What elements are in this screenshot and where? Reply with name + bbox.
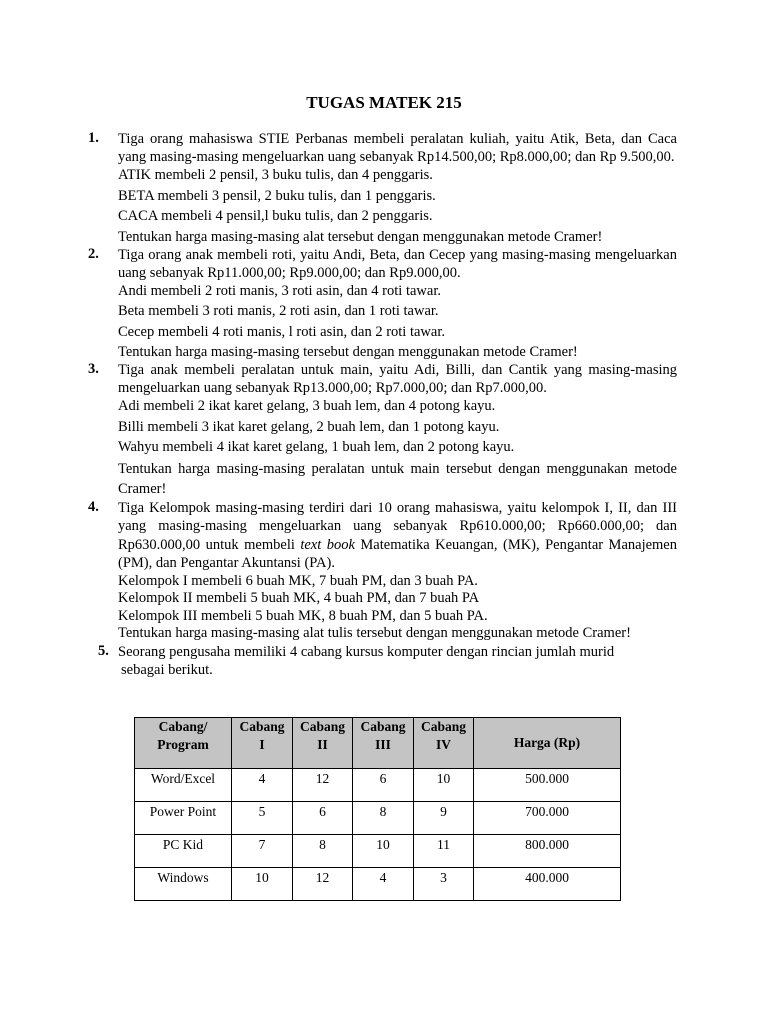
table-header-cell [474, 718, 621, 769]
problem-2 [88, 245, 677, 362]
branch-table [134, 717, 621, 901]
header-text: III [375, 737, 391, 752]
problem-intro [118, 499, 677, 573]
problem-line: BETA membeli 3 pensil, 2 buku tulis, dan 1 penggaris. [118, 187, 436, 204]
table-cell: PC Kid [135, 835, 232, 868]
table-cell: 6 [293, 802, 353, 835]
table-cell: 3 [414, 868, 474, 901]
problem-list [88, 130, 677, 679]
table-cell: 5 [232, 802, 293, 835]
problem-line: Wahyu membeli 4 ikat karet gelang, 1 buah lem, dan 2 potong kayu. [118, 439, 515, 455]
problem-line: ATIK membeli 2 pensil, 3 buku tulis, dan 4 penggaris. [118, 167, 433, 183]
table-cell: Windows [135, 868, 232, 901]
intro-italic: text book [300, 536, 355, 553]
table-cell: 10 [353, 835, 414, 868]
problem-intro: Seorang pengusaha memiliki 4 cabang kursus komputer dengan rincian jumlah murid [118, 643, 615, 660]
table-header-cell [135, 718, 232, 769]
table-row [135, 868, 621, 901]
table-cell: 9 [414, 802, 474, 835]
header-text: Program [157, 737, 209, 752]
problem-line: Tentukan harga masing-masing peralatan untuk main tersebut dengan menggunakan metode Cramer! [118, 460, 677, 497]
problem-number: 3. [88, 361, 99, 377]
problem-1 [88, 130, 677, 246]
header-text: Harga (Rp) [513, 735, 581, 750]
header-text: I [259, 737, 265, 752]
problem-line: CACA membeli 4 pensil,l buku tulis, dan 2 penggaris. [118, 208, 433, 224]
page-title: TUGAS MATEK 215 [306, 93, 462, 112]
header-text: Cabang [299, 719, 345, 734]
problem-number: 4. [88, 498, 99, 515]
table-header-cell [414, 718, 474, 769]
problem-3 [88, 361, 677, 499]
problem-number: 5. [98, 642, 109, 659]
table-cell: 6 [353, 769, 414, 802]
table-cell: 12 [293, 769, 353, 802]
header-text: Cabang [239, 719, 285, 734]
header-text: II [317, 737, 328, 752]
header-text: Cabang [360, 719, 406, 734]
problem-line: Billi membeli 3 ikat karet gelang, 2 buah lem, dan 1 potong kayu. [118, 418, 500, 435]
problem-line: Kelompok I membeli 6 buah MK, 7 buah PM, dan 3 buah PA. [118, 572, 478, 589]
intro-text: Tiga Kelompok masing-masing terdiri dari 10 orang mahasiswa, yaitu kelompok I, II, dan III yang masing-masing mengeluarkan uang sebanyak Rp610.000,00; Rp660.000,00; dan Rp630.000,00 untuk membeli [118, 499, 677, 553]
problem-4 [88, 498, 677, 643]
table-cell: 400.000 [474, 868, 621, 901]
table-cell: Power Point [135, 802, 232, 835]
table-cell: 11 [414, 835, 474, 868]
problem-line: Tentukan harga masing-masing alat tulis tersebut dengan menggunakan metode Cramer! [118, 625, 631, 641]
table-cell: 4 [232, 769, 293, 802]
table-header-cell [293, 718, 353, 769]
header-text: IV [435, 737, 451, 752]
problem-line: Tentukan harga masing-masing alat tersebut dengan menggunakan metode Cramer! [118, 228, 603, 245]
table-cell: 800.000 [474, 835, 621, 868]
problem-number: 1. [88, 130, 99, 146]
problem-intro: Tiga anak membeli peralatan untuk main, yaitu Adi, Billi, dan Cantik yang masing-masing mengeluarkan uang sebanyak Rp13.000,00; Rp7.000,00; dan Rp7.000,00. [118, 362, 677, 396]
problem-line: Kelompok II membeli 5 buah MK, 4 buah PM, dan 7 buah PA [118, 590, 480, 606]
problem-intro: Tiga orang anak membeli roti, yaitu Andi, Beta, dan Cecep yang masing-masing mengeluarkan uang sebanyak Rp11.000,00; Rp9.000,00; dan Rp9.000,00. [118, 246, 677, 281]
problem-line: Adi membeli 2 ikat karet gelang, 3 buah lem, dan 4 potong kayu. [118, 398, 496, 414]
table-row [135, 769, 621, 802]
problem-line: Tentukan harga masing-masing tersebut dengan menggunakan metode Cramer! [118, 344, 578, 360]
table-cell: 12 [293, 868, 353, 901]
problem-line: Andi membeli 2 roti manis, 3 roti asin, dan 4 roti tawar. [118, 282, 441, 299]
header-text: Cabang/ [158, 719, 208, 734]
problem-5 [98, 642, 677, 679]
table-row [135, 802, 621, 835]
table-header-cell [353, 718, 414, 769]
table-cell: 8 [353, 802, 414, 835]
problem-intro: Tiga orang mahasiswa STIE Perbanas membeli peralatan kuliah, yaitu Atik, Beta, dan Caca yang masing-masing mengeluarkan uang sebanyak Rp14.500,00; Rp8.000,00; dan Rp 9.500,00. [118, 131, 677, 165]
problem-line: Beta membeli 3 roti manis, 2 roti asin, dan 1 roti tawar. [118, 303, 439, 319]
table-row [135, 835, 621, 868]
problem-intro-cont: sebagai berikut. [121, 661, 213, 678]
table-cell: 10 [232, 868, 293, 901]
header-text: Cabang [420, 719, 466, 734]
table-cell: 10 [414, 769, 474, 802]
problem-number: 2. [88, 245, 99, 262]
table-cell: 700.000 [474, 802, 621, 835]
intro-text: Matematika Keuangan, (MK), Pengantar Manajemen (PM), dan Pengantar Akuntansi (PA). [118, 536, 677, 571]
table-cell: Word/Excel [135, 769, 232, 802]
table-cell: 8 [293, 835, 353, 868]
table-header-row [135, 718, 621, 769]
problem-line: Cecep membeli 4 roti manis, l roti asin, dan 2 roti tawar. [118, 323, 445, 340]
table-cell: 7 [232, 835, 293, 868]
table-cell: 4 [353, 868, 414, 901]
table-header-cell [232, 718, 293, 769]
problem-line: Kelompok III membeli 5 buah MK, 8 buah PM, dan 5 buah PA. [118, 607, 488, 624]
table-cell: 500.000 [474, 769, 621, 802]
